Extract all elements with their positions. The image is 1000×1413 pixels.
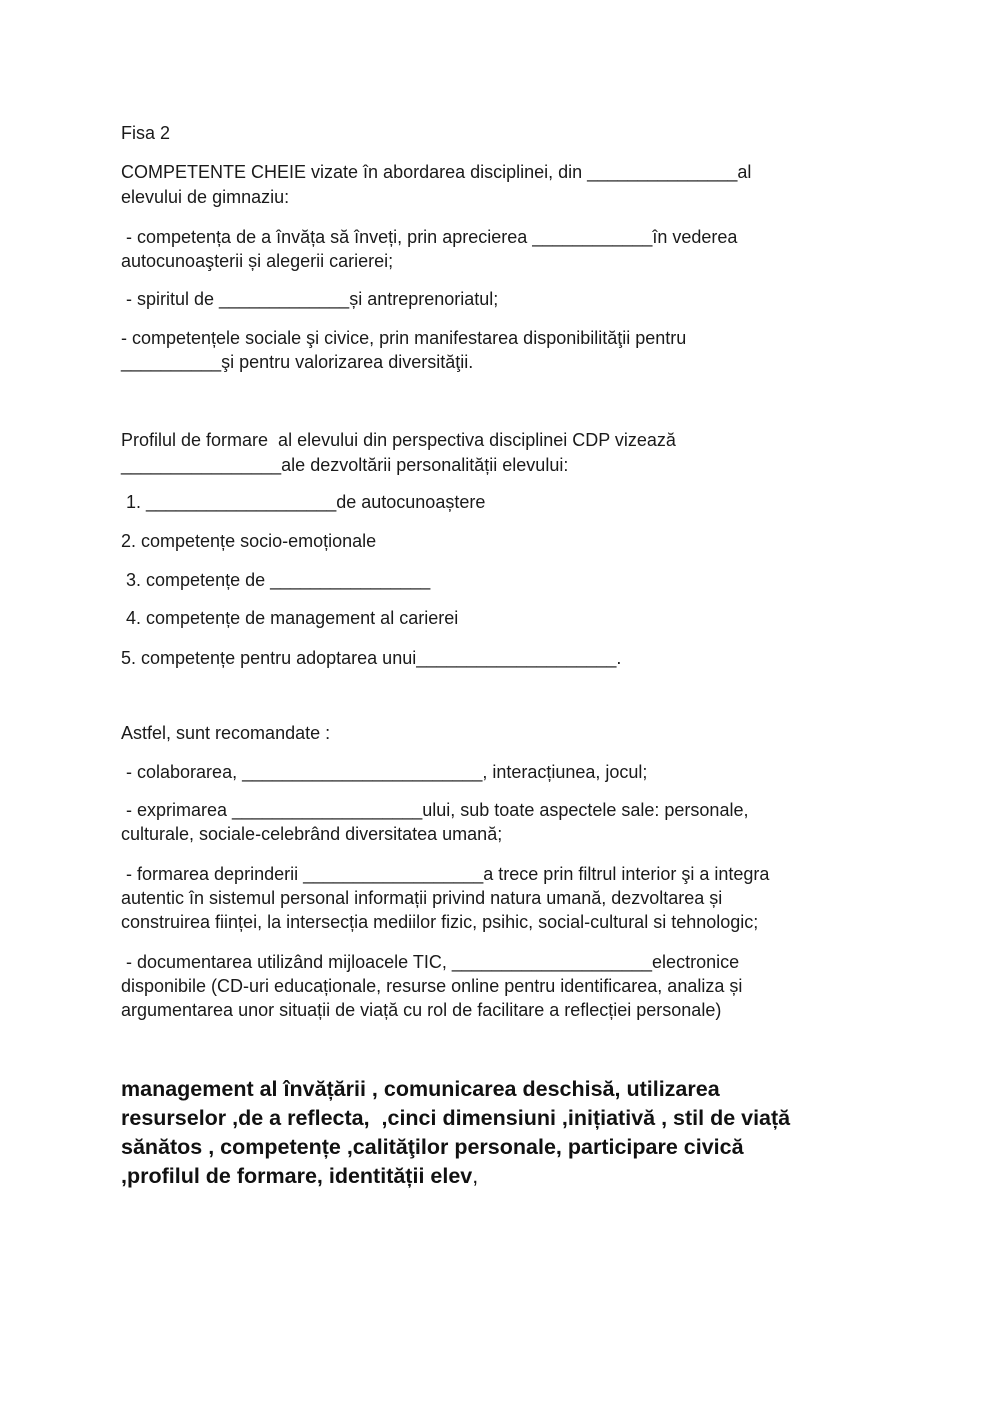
word-bank-line4-tail: , — [472, 1164, 479, 1188]
section3-intro: Astfel, sunt recomandate : — [121, 723, 331, 743]
section1-item1-line1: - competența de a învăța să înveți, prin aprecierea ____________în vederea — [121, 227, 738, 247]
section2-intro-line2: ________________ale dezvoltării personalității elevului: — [121, 455, 569, 475]
section2-list-item: 2. competențe socio-emoționale — [121, 531, 377, 551]
section3-item4-line2: disponibile (CD-uri educaționale, resurse online pentru identificarea, analiza și — [121, 976, 743, 996]
section2-list-item: 1. ___________________de autocunoaștere — [121, 492, 486, 512]
word-bank-line1: management al învățării , comunicarea deschisă, utilizarea — [121, 1077, 720, 1101]
section2-list-item: 5. competențe pentru adoptarea unui____________________. — [121, 648, 622, 668]
section3-item3-line3: construirea ființei, la intersecția mediilor fizic, psihic, social-cultural si tehnologic; — [121, 912, 759, 932]
section2-intro-line1: Profilul de formare al elevului din perspectiva disciplinei CDP vizează — [121, 430, 676, 450]
section2-list-item: 4. competențe de management al carierei — [121, 608, 459, 628]
section3-item2-line1: - exprimarea ___________________ului, sub toate aspectele sale: personale, — [121, 800, 749, 820]
word-bank-line4-text: ,profilul de formare, identității elev — [121, 1164, 473, 1188]
section2-list-item: 3. competențe de ________________ — [121, 570, 431, 590]
section3-item4-line1: - documentarea utilizând mijloacele TIC, ____________________electronice — [121, 952, 740, 972]
section3-item3-line2: autentic în sistemul personal informații privind natura umană, dezvoltarea și — [121, 888, 723, 908]
word-bank-line2: resurselor ,de a reflecta, ,cinci dimensiuni ,inițiativă , stil de viață — [121, 1106, 791, 1130]
section3-item4-line3: argumentarea unor situații de viață cu rol de facilitare a reflecției personale) — [121, 1000, 722, 1020]
word-bank-line3: sănătos , competențe ,calităţilor personale, participare civică — [121, 1135, 744, 1159]
section1-item3-line1: - competențele sociale şi civice, prin manifestarea disponibilităţii pentru — [121, 328, 687, 348]
word-bank-line4 — [121, 1162, 881, 1192]
section1-item2: - spiritul de _____________și antreprenoriatul; — [121, 289, 499, 309]
section1-item1-line2: autocunoaşterii și alegerii carierei; — [121, 251, 394, 271]
section1-intro-line1: COMPETENTE CHEIE vizate în abordarea disciplinei, din _______________al — [121, 162, 752, 182]
section3-item3-line1: - formarea deprinderii __________________a trece prin filtrul interior şi a integra — [121, 864, 770, 884]
worksheet-title: Fisa 2 — [121, 123, 171, 143]
section3-item2-line2: culturale, sociale-celebrând diversitatea umană; — [121, 824, 503, 844]
section3-item1: - colaborarea, ________________________, interacțiunea, jocul; — [121, 762, 648, 782]
section1-item3-line2: __________şi pentru valorizarea diversităţii. — [121, 352, 474, 372]
section1-intro-line2: elevului de gimnaziu: — [121, 187, 290, 207]
